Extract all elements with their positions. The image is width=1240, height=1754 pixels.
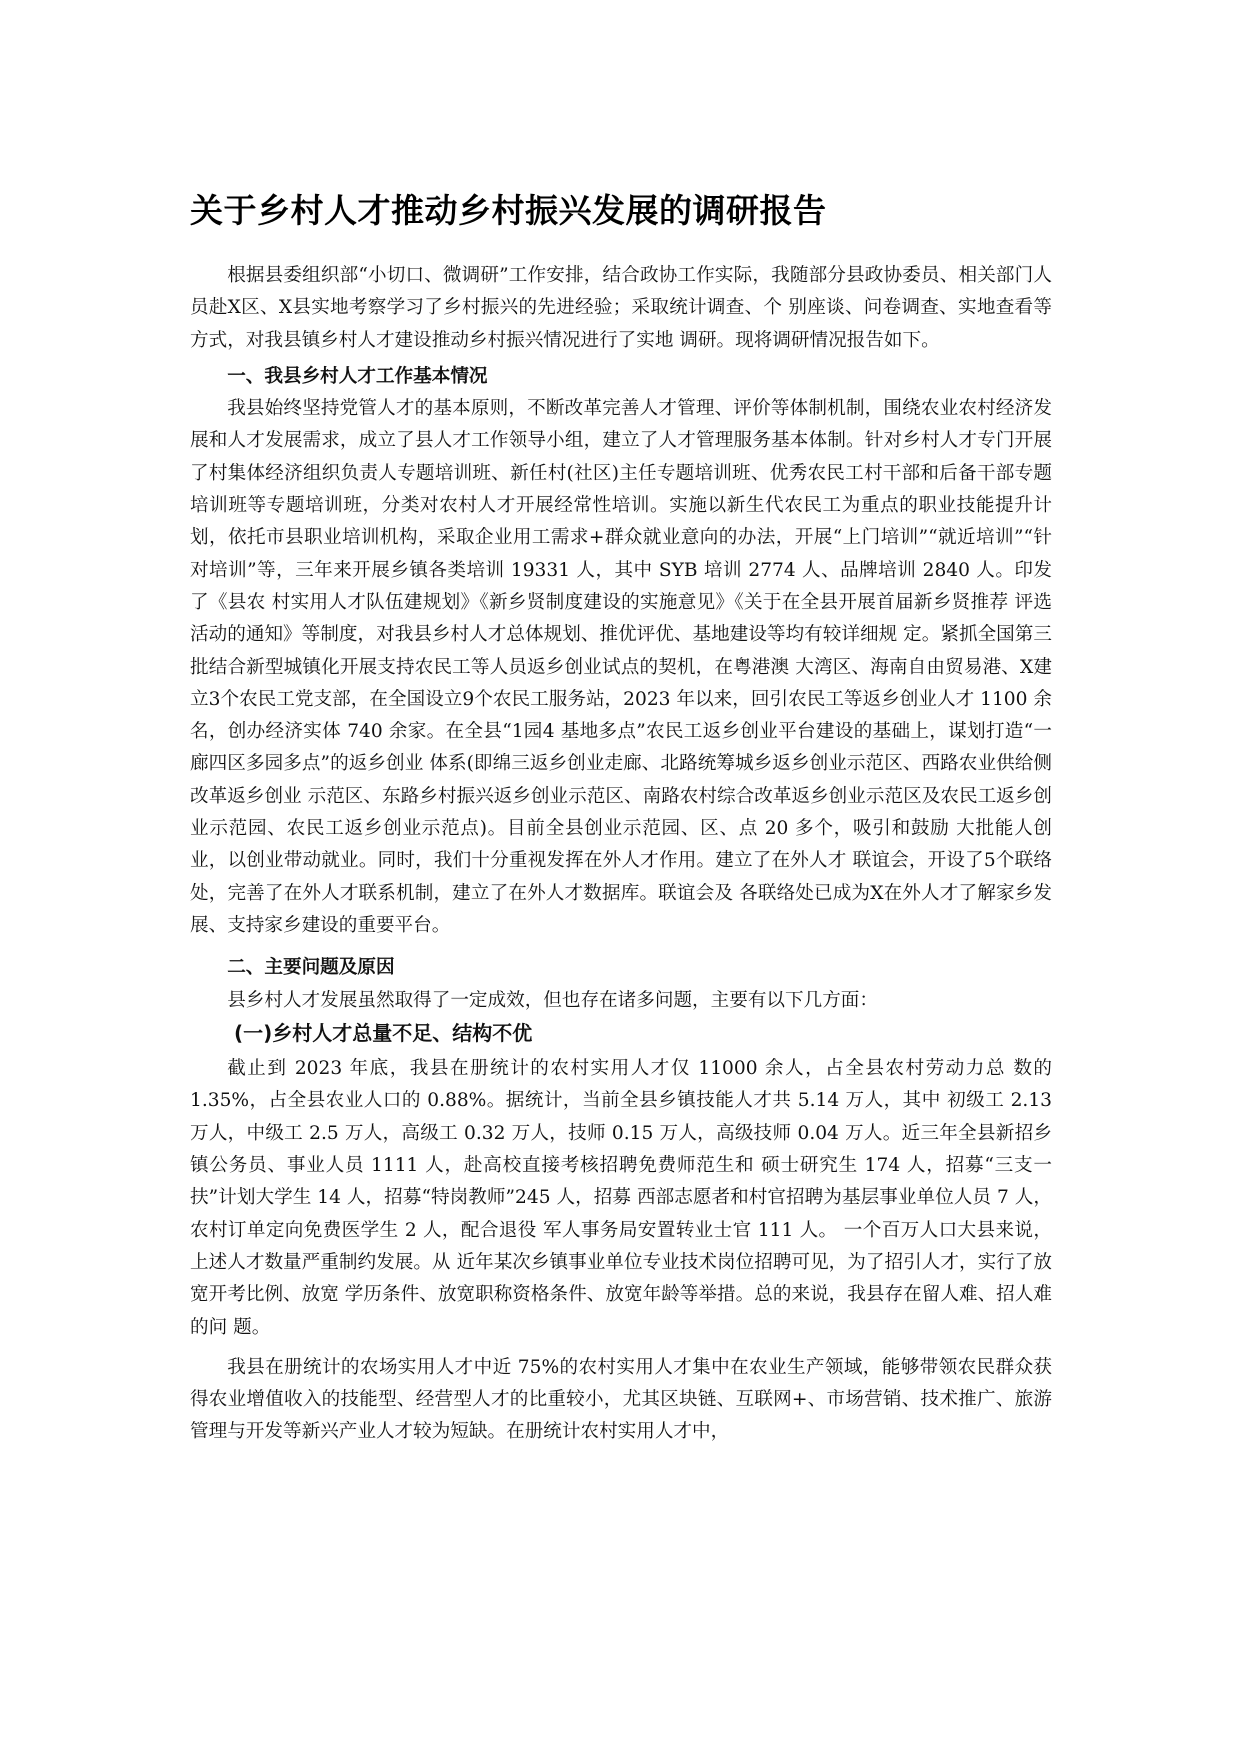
section2-heading: 二、主要问题及原因 [227, 957, 395, 979]
subsection1-heading: (一)乡村人才总量不足、结构不优 [234, 1020, 533, 1045]
section2-intro-paragraph: 县乡村人才发展虽然取得了一定成效，但也存在诸多问题，主要有以下几方面： [227, 989, 878, 1011]
document-title: 关于乡村人才推动乡村振兴发展的调研报告 [190, 191, 827, 230]
subsection1-paragraph: 截止到 2023 年底，我县在册统计的农村实用人才仅 11000 余人，占全县农村劳动力总 数的 1.35%，占全县农业人口的 0.88%。据统计，当前全县乡镇技能人才共 5.14 万人，其中 初级工 2.13 万人，中级工 2.5 万人，高级工 0.32 万人，技师 0.15 万人，高级技师 0.04 万人。近三年全县新招乡镇公务员、事业人员 1111 人，赴高校直接考核招聘免费师范生和 硕士研究生 174 人，招募“三支一扶”计划大学生 14 人，招募“特岗教师”245 人，招募 西部志愿者和村官招聘为基层事业单位人员 7 人，农村订单定向免费医学生 2 人，配合退役 军人事务局安置转业士官 111 人。 一个百万人口大县来说，上述人才数量严重制约发展。从 近年某次乡镇事业单位专业技术岗位招聘可见，为了招引人才，实行了放宽开考比例、放宽 学历条件、放宽职称资格条件、放宽年龄等举措。总的来说，我县存在留人难、招人难的问 题。 [190, 1058, 1052, 1338]
subsection1-paragraph-2: 我县在册统计的农场实用人才中近 75%的农村实用人才集中在农业生产领域，能够带领农民群众获得农业增值收入的技能型、经营型人才的比重较小，尤其区块链、互联网+、市场营销、技术推广、旅游管理与开发等新兴产业人才较为短缺。在册统计农村实用人才中， [190, 1356, 1052, 1443]
document-page [190, 188, 1052, 1449]
intro-paragraph: 根据县委组织部“小切口、微调研”工作安排，结合政协工作实际，我随部分县政协委员、相关部门人员赴X区、X县实地考察学习了乡村振兴的先进经验；采取统计调查、个 别座谈、问卷调查、实地查看等方式，对我县镇乡村人才建设推动乡村振兴情况进行了实地 调研。现将调研情况报告如下。 [190, 265, 1052, 351]
section1-heading: 一、我县乡村人才工作基本情况 [227, 365, 488, 387]
section1-paragraph: 我县始终坚持党管人才的基本原则，不断改革完善人才管理、评价等体制机制，围绕农业农村经济发展和人才发展需求，成立了县人才工作领导小组，建立了人才管理服务基本体制。针对乡村人才专门开展了村集体经济组织负责人专题培训班、新任村(社区)主任专题培训班、优秀农民工村干部和后备干部专题培训班等专题培训班，分类对农村人才开展经常性培训。实施以新生代农民工为重点的职业技能提升计划，依托市县职业培训机构，采取企业用工需求+群众就业意向的办法，开展“上门培训”“就近培训”“针对培训”等，三年来开展乡镇各类培训 19331 人，其中 SYB 培训 2774 人、品牌培训 2840 人。印发了《县农 村实用人才队伍建规划》《新乡贤制度建设的实施意见》《关于在全县开展首届新乡贤推荐 评选活动的通知》等制度，对我县乡村人才总体规划、推优评优、基地建设等均有较详细规 定。紧抓全国第三批结合新型城镇化开展支持农民工等人员返乡创业试点的契机，在粤港澳 大湾区、海南自由贸易港、X建立3个农民工党支部，在全国设立9个农民工服务站，2023 年以来，回引农民工等返乡创业人才 1100 余名，创办经济实体 740 余家。在全县“1园4 基地多点”农民工返乡创业平台建设的基础上，谋划打造“一廊四区多园多点”的返乡创业 体系(即绵三返乡创业走廊、北路统筹城乡返乡创业示范区、西路农业供给侧改革返乡创业 示范区、东路乡村振兴返乡创业示范区、南路农村综合改革返乡创业示范区及农民工返乡创 业示范园、农民工返乡创业示范点)。目前全县创业示范园、区、点 20 多个，吸引和鼓励 大批能人创业，以创业带动就业。同时，我们十分重视发挥在外人才作用。建立了在外人才 联谊会，开设了5个联络处，完善了在外人才联系机制，建立了在外人才数据库。联谊会及 各联络处已成为X在外人才了解家乡发展、支持家乡建设的重要平台。 [190, 398, 1052, 936]
